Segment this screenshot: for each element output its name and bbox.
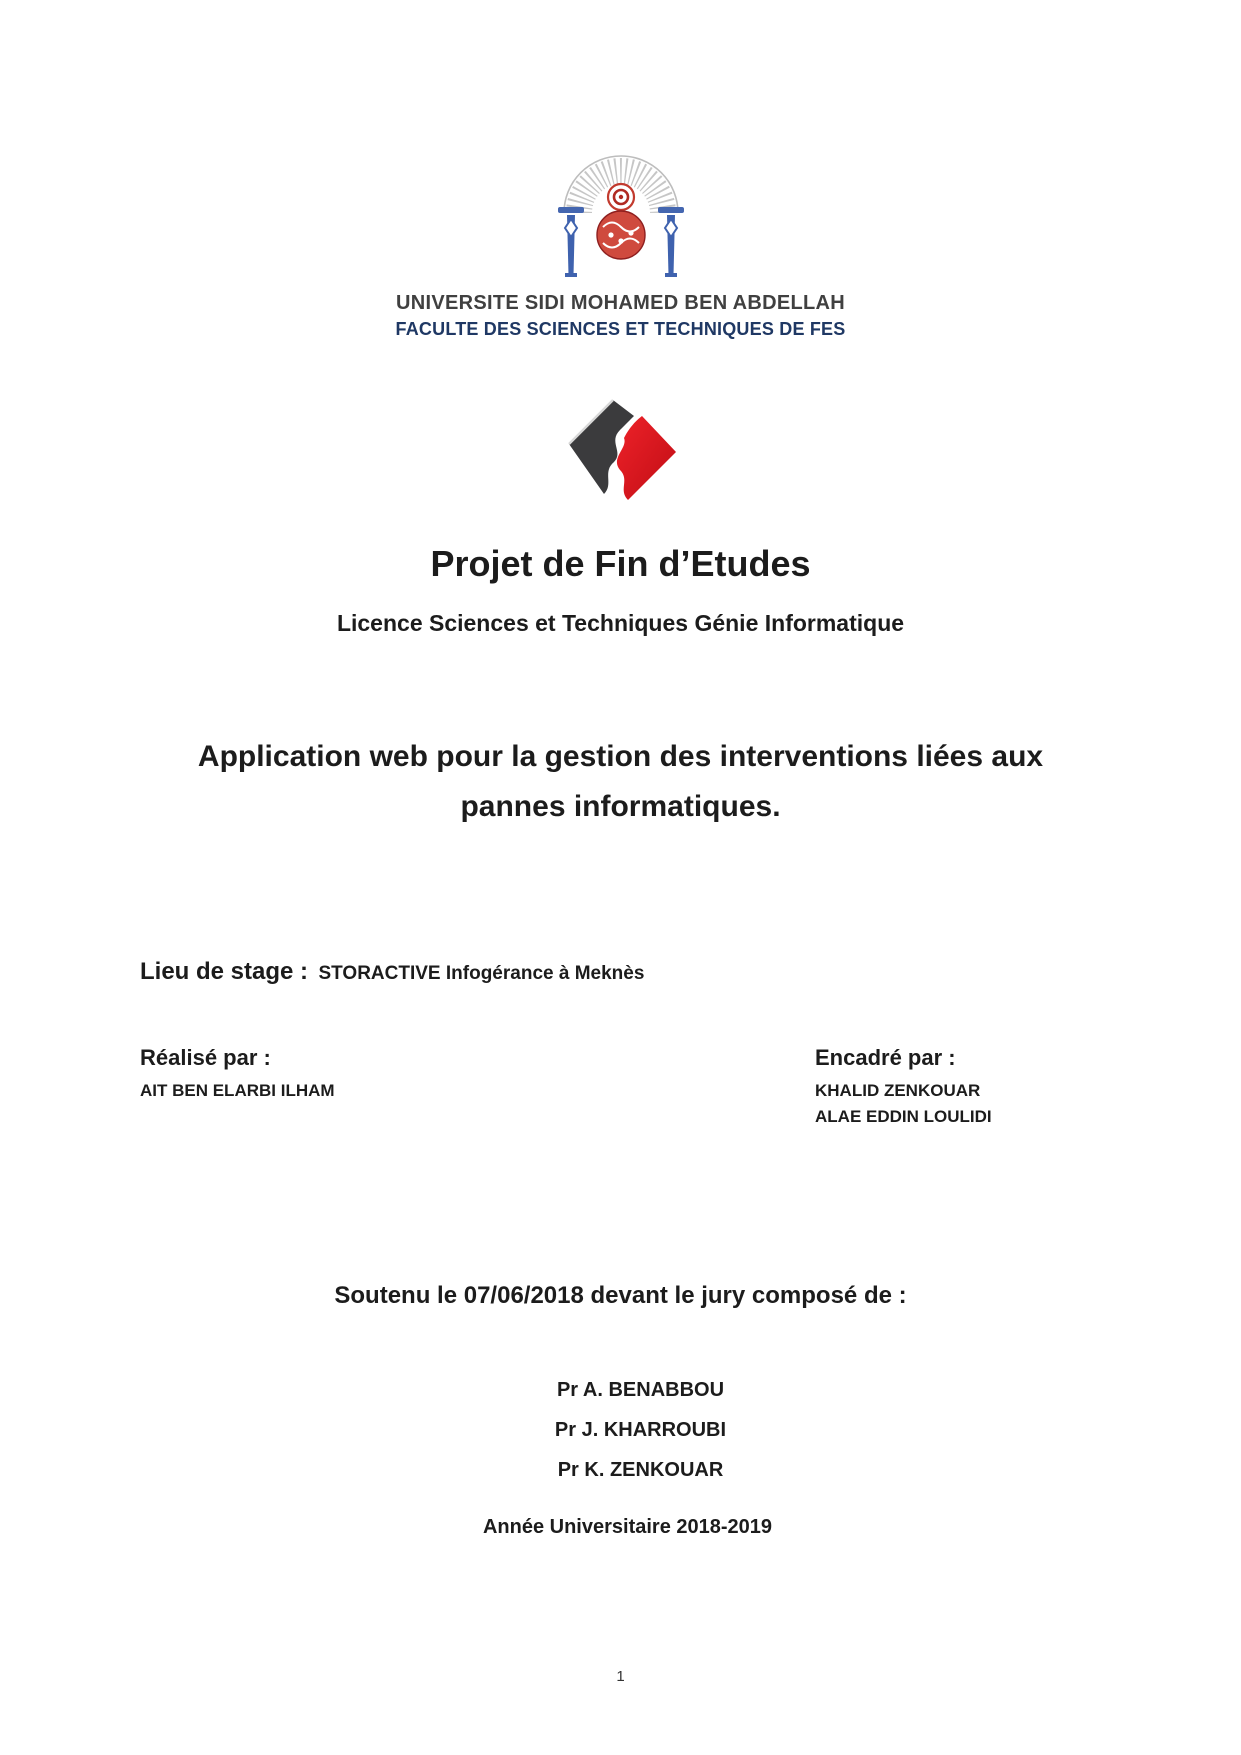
author-name: AIT BEN ELARBI ILHAM	[140, 1081, 335, 1100]
jury-member-3: Pr K. ZENKOUAR	[557, 1459, 724, 1481]
page-number: 1	[616, 1668, 625, 1685]
jury-member-2: Pr J. KHARROUBI	[554, 1419, 727, 1441]
internship-value: STORACTIVE Infogérance à Meknès	[318, 963, 645, 984]
jury-member-1: Pr A. BENABBOU	[556, 1379, 725, 1401]
supervisor-block	[815, 1045, 992, 1130]
defense-statement: Soutenu le 07/06/2018 devant le jury composé de :	[334, 1282, 907, 1309]
academic-year: Année Universitaire 2018-2019	[482, 1516, 773, 1538]
project-title-line-2: pannes informatiques.	[460, 790, 781, 823]
supervisor-label: Encadré par :	[815, 1045, 956, 1070]
internship-location	[140, 958, 644, 986]
storactive-s-icon	[562, 398, 680, 504]
project-title	[0, 732, 1241, 832]
university-header	[0, 155, 1241, 340]
jury-list	[0, 1370, 1241, 1490]
project-title-line-1: Application web pour la gestion des interventions liées aux	[197, 740, 1044, 773]
university-name: UNIVERSITE SIDI MOHAMED BEN ABDELLAH	[396, 292, 845, 314]
document-title: Projet de Fin d’Etudes	[430, 543, 811, 584]
storactive-logo	[0, 398, 1241, 509]
university-emblem-icon	[555, 155, 687, 285]
supervisor-name-1: KHALID ZENKOUAR	[815, 1081, 981, 1100]
supervisor-name-2: ALAE EDDIN LOULIDI	[815, 1107, 992, 1126]
author-block	[140, 1045, 335, 1104]
degree-subtitle: Licence Sciences et Techniques Génie Informatique	[336, 610, 905, 636]
faculty-name: FACULTE DES SCIENCES ET TECHNIQUES DE FES	[395, 319, 846, 339]
internship-label: Lieu de stage :	[140, 958, 309, 985]
author-label: Réalisé par :	[140, 1045, 271, 1070]
